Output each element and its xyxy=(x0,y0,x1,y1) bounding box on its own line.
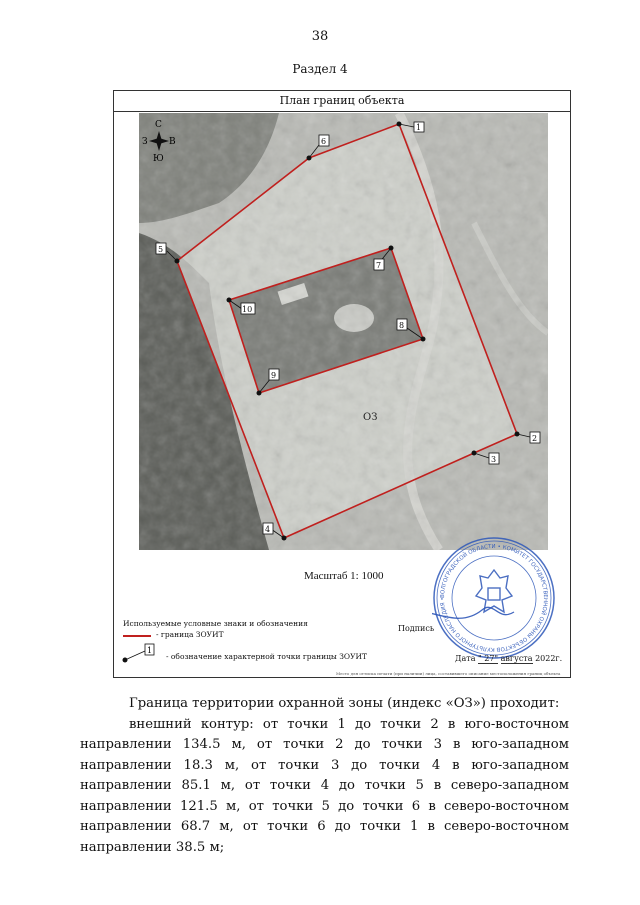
svg-text:5: 5 xyxy=(158,245,164,254)
compass-east: В xyxy=(169,137,176,147)
svg-text:9: 9 xyxy=(271,371,277,380)
map-texture xyxy=(139,113,548,550)
seal-text: ВОЛГОГРАДСКОЙ ОБЛАСТИ • КОМИТЕТ ГОСУДАРСТВЕННОЙ ОХРАНЫ ОБЪЕКТОВ КУЛЬТУРНОГО НАСЛЕДИЯ • xyxy=(439,543,549,653)
legend-point-text: - обозначение характерной точки границы ЗОУИТ xyxy=(166,652,368,661)
page-number: 38 xyxy=(311,29,329,44)
legend-point-icon xyxy=(121,641,161,665)
svg-text:1: 1 xyxy=(416,123,422,132)
boundary-description xyxy=(80,694,569,858)
description-intro: Граница территории охранной зоны (индекс «ОЗ») проходит: xyxy=(129,696,560,711)
seal-footnote: Место для оттиска печати (при наличии) лица, составившего описание местоположения границ объекта xyxy=(336,671,561,676)
official-seal xyxy=(432,536,556,660)
legend-title: Используемые условные знаки и обозначения xyxy=(123,619,308,628)
signature-label: Подпись xyxy=(398,624,435,633)
coat-of-arms-icon xyxy=(476,570,512,612)
scale-label: Масштаб 1: 1000 xyxy=(304,570,384,582)
svg-text:ВОЛГОГРАДСКОЙ ОБЛАСТИ • КОМИТЕ xyxy=(440,544,548,652)
svg-text:3: 3 xyxy=(491,455,497,464)
date-day: " 27" xyxy=(478,654,499,663)
legend-boundary-text: - граница ЗОУИТ xyxy=(156,630,224,639)
svg-text:7: 7 xyxy=(376,261,382,270)
section-title: Раздел 4 xyxy=(292,62,348,76)
date-month: августа xyxy=(500,654,533,663)
aerial-map xyxy=(139,113,548,550)
description-outer-contour: внешний контур: от точки 1 до точки 2 в юго-восточном направлении 134.5 м, от точки 2 до точки 3 в юго-западном направлении 18.3 м, от точки 3 до точки 4 в юго-западном направлении 85.1 м, от точки 4 до точки 5 в северо-западном направлении 121.5 м, от точки 5 до точки 6 в северо-восточном направлении 68.7 м, от точки 6 до точки 1 в северо-восточном направлении 38.5 м; xyxy=(80,716,569,855)
date-year: 2022г. xyxy=(535,654,563,663)
svg-text:2: 2 xyxy=(532,434,538,443)
zone-label: ОЗ xyxy=(363,412,378,423)
plan-title: План границ объекта xyxy=(113,90,571,112)
date-row xyxy=(455,654,562,663)
compass-south: Ю xyxy=(153,154,164,164)
svg-text:4: 4 xyxy=(265,525,271,534)
compass-west: З xyxy=(142,137,148,147)
svg-text:10: 10 xyxy=(242,305,253,314)
legend-point-sample: 1 xyxy=(147,646,153,655)
date-prefix: Дата xyxy=(455,654,476,663)
svg-text:8: 8 xyxy=(399,321,405,330)
svg-text:6: 6 xyxy=(321,137,327,146)
legend-boundary-swatch xyxy=(123,635,151,637)
compass-north: С xyxy=(155,120,162,130)
